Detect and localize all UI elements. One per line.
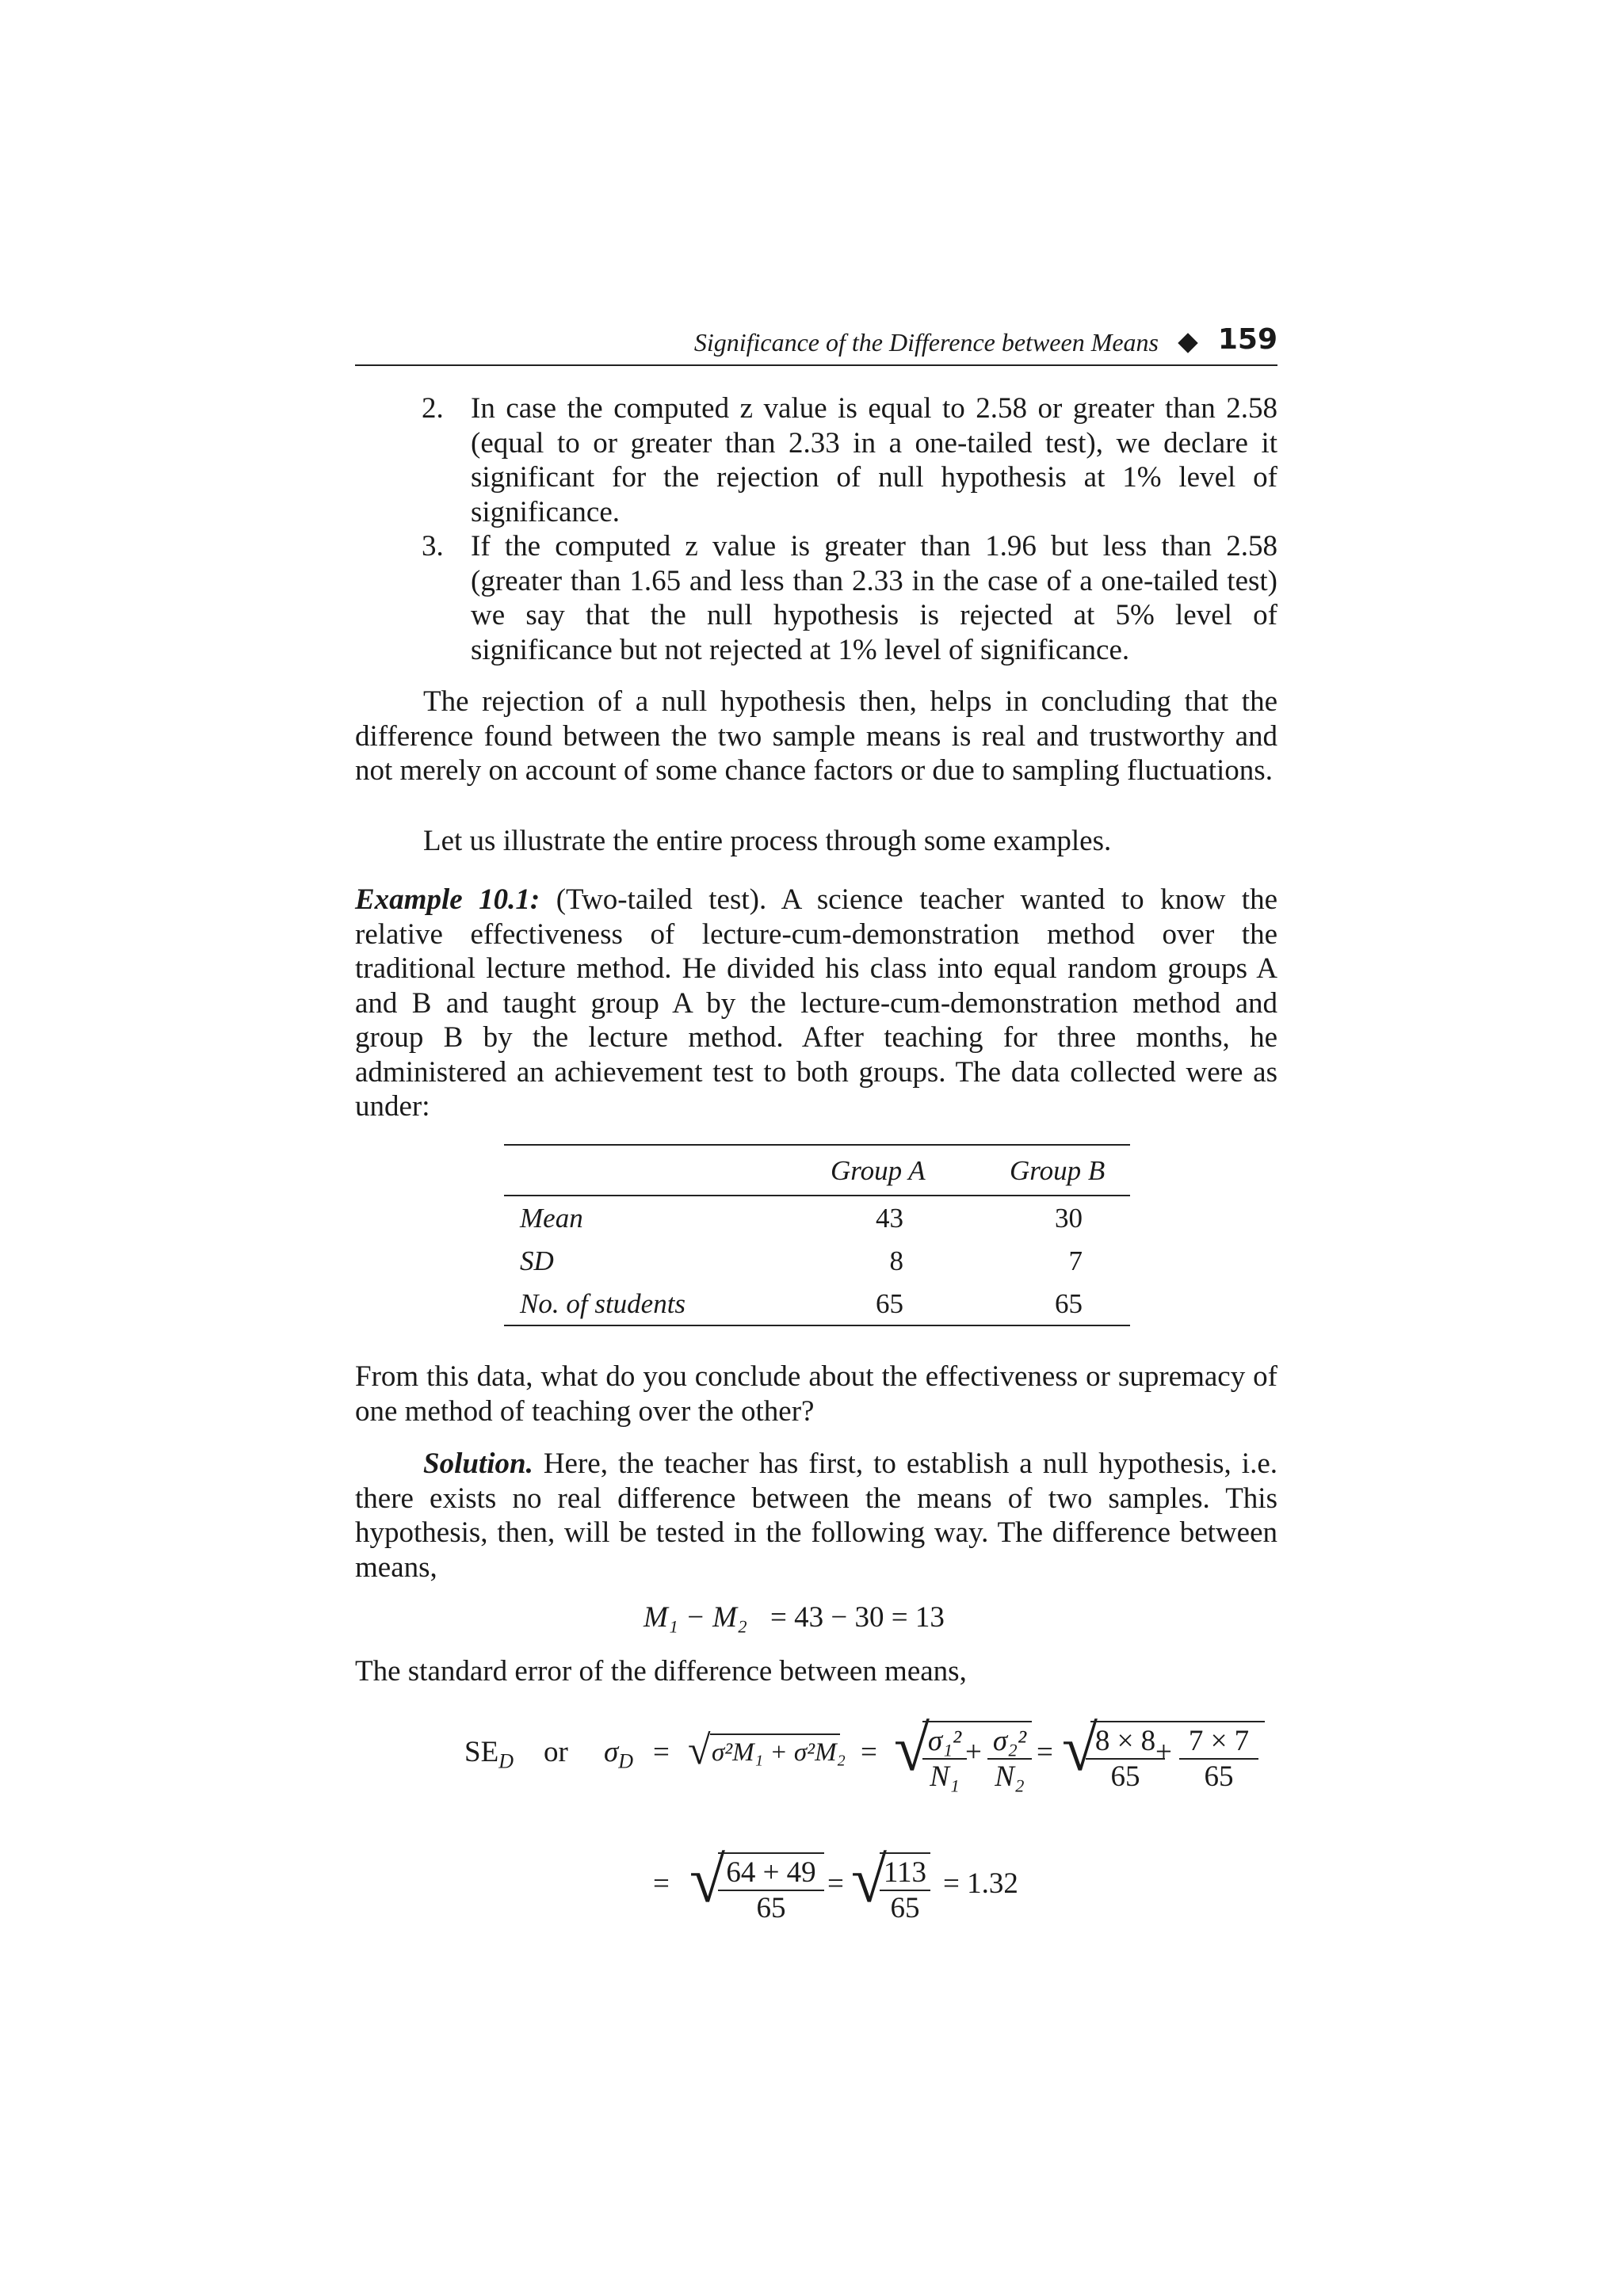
sqrt-icon: √ bbox=[851, 1844, 888, 1916]
row-label: SD bbox=[520, 1245, 554, 1276]
sqrt-bar bbox=[880, 1852, 930, 1854]
example-paragraph bbox=[355, 883, 1277, 1124]
cell-group-a: 65 bbox=[876, 1288, 903, 1319]
cell-group-a: 8 bbox=[889, 1245, 903, 1276]
equals-sign: = bbox=[827, 1867, 844, 1900]
fraction-7x7-65: $\frac{7 \times 7}{65}$ bbox=[1179, 1724, 1258, 1794]
table-row bbox=[504, 1282, 1130, 1325]
sqrt-icon: √ bbox=[1062, 1712, 1098, 1784]
list-number: 2. bbox=[422, 392, 444, 425]
solution-text: Here, the teacher has first, to establish a null hypothesis, i.e. there exists no real difference between the means of two samples. This hypothesis, then, will be tested in the following way. The difference between means, bbox=[355, 1447, 1277, 1584]
plus-sign: + bbox=[965, 1736, 982, 1768]
page-number: 159 bbox=[1217, 323, 1277, 356]
sqrt-icon: √ bbox=[688, 1728, 711, 1773]
difference-equation-lhs: M₁ − M₂ bbox=[643, 1601, 747, 1634]
list-item-2 bbox=[355, 391, 1277, 529]
list-text: If the computed z value is greater than 1.96 but less than 2.58 (greater than 1.65 and less than 2.33 in the case of a one-tailed test) we say that the null hypothesis is rejected at 5% level of significance but not rejected at 1% level of significance. bbox=[471, 530, 1277, 666]
result-value: = 1.32 bbox=[943, 1867, 1018, 1900]
running-header bbox=[355, 323, 1277, 366]
question-paragraph: From this data, what do you conclude about the effectiveness or supremacy of one method of teaching over the other? bbox=[355, 1360, 1277, 1428]
fraction-sigma1-n1: $\frac{\text{σ₁²}}{\text{N₁}}$ bbox=[922, 1724, 967, 1794]
diamond-icon bbox=[1178, 333, 1197, 353]
row-label: Mean bbox=[520, 1203, 583, 1234]
example-text: (Two-tailed test). A science teacher wanted to know the relative effectiveness of lecture-cum-demonstration method over the traditional lecture method. He divided his class into equal random groups A and B and taught group A by the lecture-cum-demonstration method and group B by the lecture method. After teaching for three months, he administered an achievement test to both groups. The data collected were as under: bbox=[355, 883, 1278, 1123]
sqrt-bar bbox=[922, 1721, 1032, 1722]
table-row bbox=[504, 1239, 1130, 1282]
running-title: Significance of the Difference between Means bbox=[693, 328, 1159, 357]
equals-sign: = bbox=[861, 1736, 877, 1768]
cell-group-b: 7 bbox=[1068, 1245, 1083, 1276]
list-number: 3. bbox=[422, 530, 444, 563]
list-item-3 bbox=[355, 529, 1277, 667]
sigma-sum-term: σ²M₁ + σ²M₂ bbox=[712, 1738, 846, 1767]
or-word: or bbox=[544, 1736, 568, 1768]
se-label: $SE_D$ bbox=[464, 1736, 514, 1773]
fraction-sigma2-n2: $\frac{\text{σ₂²}}{\text{N₂}}$ bbox=[987, 1724, 1032, 1794]
sqrt-bar bbox=[710, 1733, 840, 1735]
sigma-d: $\sigma_D$ bbox=[604, 1736, 634, 1773]
paragraph-illustrate: Let us illustrate the entire process through some examples. bbox=[423, 825, 1112, 857]
cell-group-b: 65 bbox=[1055, 1288, 1083, 1319]
header-group-a: Group A bbox=[831, 1155, 926, 1186]
table-row bbox=[504, 1196, 1130, 1239]
header-group-b: Group B bbox=[1010, 1155, 1106, 1186]
list-text: In case the computed z value is equal to 2.58 or greater than 2.58 (equal to or greater than 2.33 in a one-tailed test), we declare it significant for the rejection of null hypothesis at 1% level of significance. bbox=[471, 392, 1277, 528]
row-label: No. of students bbox=[520, 1288, 686, 1319]
data-table bbox=[504, 1144, 1130, 1326]
equals-sign: = bbox=[1037, 1736, 1053, 1768]
fraction-113-over-65: $\frac{113}{65}$ bbox=[880, 1855, 930, 1925]
solution-label: Solution. bbox=[423, 1447, 533, 1480]
sqrt-bar bbox=[1090, 1721, 1265, 1722]
fraction-8x8-65: $\frac{8 \times 8}{65}$ bbox=[1086, 1724, 1165, 1794]
equals-sign: = bbox=[653, 1736, 670, 1768]
paragraph-rejection: The rejection of a null hypothesis then, helps in concluding that the difference found between the two sample means is real and trustworthy and not merely on account of some chance factors or due to sampling fluctuations. bbox=[355, 685, 1277, 787]
equals-sign: = bbox=[653, 1867, 670, 1900]
fraction-113-over-65-expanded: $\frac{64 + 49}{65}$ bbox=[718, 1855, 824, 1925]
cell-group-b: 30 bbox=[1055, 1203, 1083, 1234]
table-header bbox=[504, 1146, 1130, 1196]
difference-equation-rhs: = 43 − 30 = 13 bbox=[770, 1601, 945, 1634]
plus-sign: + bbox=[1155, 1736, 1172, 1768]
sqrt-icon: √ bbox=[894, 1712, 930, 1784]
sqrt-icon: √ bbox=[689, 1844, 726, 1916]
example-label: Example 10.1: bbox=[355, 883, 540, 916]
se-intro: The standard error of the difference between means, bbox=[355, 1655, 967, 1688]
sqrt-bar bbox=[718, 1852, 824, 1854]
cell-group-a: 43 bbox=[876, 1203, 903, 1234]
solution-paragraph bbox=[355, 1447, 1277, 1585]
